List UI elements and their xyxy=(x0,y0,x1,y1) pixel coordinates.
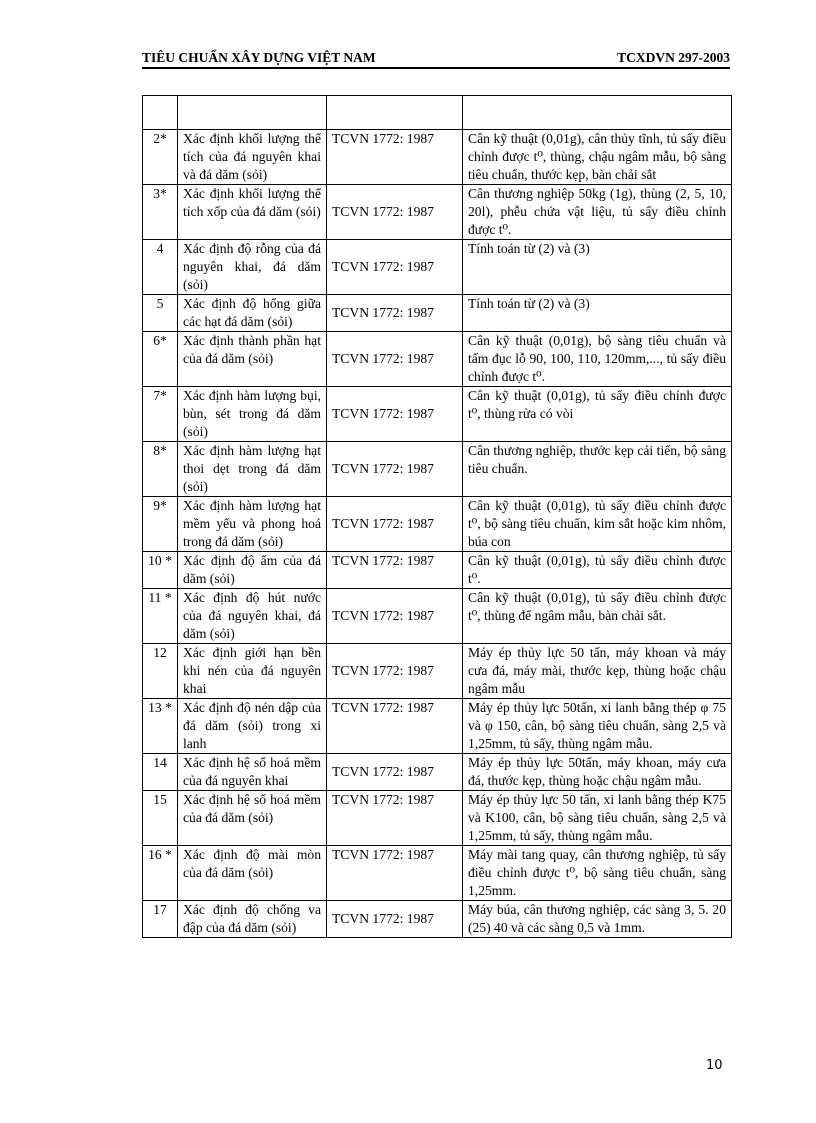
standard-reference: TCVN 1772: 1987 xyxy=(327,240,463,295)
row-number: 6* xyxy=(143,332,178,387)
test-name: Xác định độ nén dập của đá dăm (sỏi) trong xi lanh xyxy=(178,699,327,754)
test-name: Xác định hàm lượng hạt thoi dẹt trong đá dăm (sỏi) xyxy=(178,442,327,497)
test-methods-table xyxy=(142,95,732,938)
test-name: Xác định hệ số hoá mềm của đá nguyên khai xyxy=(178,754,327,791)
row-number: 15 xyxy=(143,791,178,846)
test-name: Xác định khối lượng thể tích xốp của đá dăm (sỏi) xyxy=(178,185,327,240)
equipment-list: Cân kỹ thuật (0,01g), tủ sấy điều chỉnh được t⁰, bộ sàng tiêu chuẩn, kim sắt hoặc kim nhôm, búa con xyxy=(463,497,732,552)
test-name: Xác định độ hút nước của đá nguyên khai, đá dăm (sỏi) xyxy=(178,589,327,644)
table-row xyxy=(143,130,732,185)
equipment-list: Cân kỹ thuật (0,01g), tủ sấy điều chỉnh được t⁰, thùng rửa có vòi xyxy=(463,387,732,442)
table-row xyxy=(143,387,732,442)
table-cell xyxy=(178,96,327,130)
standard-reference: TCVN 1772: 1987 xyxy=(327,497,463,552)
equipment-list: Cân thương nghiệp 50kg (1g), thùng (2, 5, 10, 20l), phễu chứa vật liệu, tủ sấy điều chỉnh được t⁰. xyxy=(463,185,732,240)
row-number: 3* xyxy=(143,185,178,240)
blank-row xyxy=(143,96,732,130)
test-name: Xác định độ rỗng của đá nguyên khai, đá dăm (sỏi) xyxy=(178,240,327,295)
standard-reference: TCVN 1772: 1987 xyxy=(327,589,463,644)
standard-reference: TCVN 1772: 1987 xyxy=(327,387,463,442)
equipment-list: Máy ép thủy lực 50 tấn, máy khoan và máy cưa đá, máy mài, thước kẹp, thùng hoặc chậu ngâm mẫu xyxy=(463,644,732,699)
row-number: 4 xyxy=(143,240,178,295)
header-rule xyxy=(142,67,730,69)
table-row xyxy=(143,552,732,589)
table-cell xyxy=(327,96,463,130)
equipment-list: Cân thương nghiệp, thước kẹp cải tiến, bộ sàng tiêu chuẩn. xyxy=(463,442,732,497)
equipment-list: Máy búa, cân thương nghiệp, các sàng 3, 5. 20 (25) 40 và các sàng 0,5 và 1mm. xyxy=(463,901,732,938)
test-name: Xác định độ hổng giữa các hạt đá dăm (sỏi) xyxy=(178,295,327,332)
equipment-list: Máy ép thủy lực 50tấn, máy khoan, máy cưa đá, thước kẹp, thùng hoặc chậu ngâm mẫu. xyxy=(463,754,732,791)
table-row xyxy=(143,442,732,497)
table-row xyxy=(143,497,732,552)
table-row xyxy=(143,240,732,295)
table-row xyxy=(143,846,732,901)
standard-reference: TCVN 1772: 1987 xyxy=(327,754,463,791)
test-name: Xác định hàm lượng hạt mềm yếu và phong hoá trong đá dăm (sỏi) xyxy=(178,497,327,552)
table-row xyxy=(143,589,732,644)
table-row xyxy=(143,791,732,846)
standard-reference: TCVN 1772: 1987 xyxy=(327,552,463,589)
equipment-list: Cân kỹ thuật (0,01g), tủ sấy điều chỉnh được t⁰. xyxy=(463,552,732,589)
table-row xyxy=(143,185,732,240)
standard-reference: TCVN 1772: 1987 xyxy=(327,332,463,387)
equipment-list: Máy ép thủy lực 50 tấn, xi lanh bằng thép K75 và K100, cân, bộ sàng tiêu chuẩn, sàng 2,5 và 1,25mm, tủ sấy, thùng ngâm mẫu. xyxy=(463,791,732,846)
header-title: TIÊU CHUẨN XÂY DỰNG VIỆT NAM xyxy=(142,50,376,65)
standard-reference: TCVN 1772: 1987 xyxy=(327,699,463,754)
row-number: 11 * xyxy=(143,589,178,644)
standard-reference: TCVN 1772: 1987 xyxy=(327,442,463,497)
test-name: Xác định độ mài mòn của đá dăm (sỏi) xyxy=(178,846,327,901)
equipment-list: Tính toán từ (2) và (3) xyxy=(463,240,732,295)
test-name: Xác định độ ẩm của đá dăm (sỏi) xyxy=(178,552,327,589)
row-number: 14 xyxy=(143,754,178,791)
row-number: 17 xyxy=(143,901,178,938)
equipment-list: Cân kỹ thuật (0,01g), bộ sàng tiêu chuẩn và tấm đục lỗ 90, 100, 110, 120mm,..., tủ sấy điều chỉnh được t⁰. xyxy=(463,332,732,387)
standard-reference: TCVN 1772: 1987 xyxy=(327,130,463,185)
standard-reference: TCVN 1772: 1987 xyxy=(327,791,463,846)
table-row xyxy=(143,754,732,791)
equipment-list: Cân kỹ thuật (0,01g), tủ sấy điều chỉnh được t⁰, thùng để ngâm mẫu, bàn chải sắt. xyxy=(463,589,732,644)
standard-reference: TCVN 1772: 1987 xyxy=(327,901,463,938)
row-number: 5 xyxy=(143,295,178,332)
standard-reference: TCVN 1772: 1987 xyxy=(327,644,463,699)
test-name: Xác định thành phần hạt của đá dăm (sỏi) xyxy=(178,332,327,387)
standard-reference: TCVN 1772: 1987 xyxy=(327,185,463,240)
test-name: Xác định hàm lượng bụi, bùn, sét trong đá dăm (sỏi) xyxy=(178,387,327,442)
page-number: 10 xyxy=(706,1058,723,1073)
row-number: 10 * xyxy=(143,552,178,589)
equipment-list: Máy mài tang quay, cân thương nghiệp, tủ sấy điều chỉnh được t⁰, bộ sàng tiêu chuẩn, sàng 1,25mm. xyxy=(463,846,732,901)
table-row xyxy=(143,644,732,699)
standard-reference: TCVN 1772: 1987 xyxy=(327,295,463,332)
table-row xyxy=(143,699,732,754)
row-number: 12 xyxy=(143,644,178,699)
row-number: 16 * xyxy=(143,846,178,901)
row-number: 7* xyxy=(143,387,178,442)
test-name: Xác định giới hạn bền khi nén của đá nguyên khai xyxy=(178,644,327,699)
row-number: 13 * xyxy=(143,699,178,754)
table-cell xyxy=(463,96,732,130)
row-number: 9* xyxy=(143,497,178,552)
equipment-list: Máy ép thủy lực 50tấn, xi lanh bằng thép φ 75 và φ 150, cân, bộ sàng tiêu chuẩn, sàng 2,5 và 1,25mm, tủ sấy, thùng ngâm mẫu. xyxy=(463,699,732,754)
header-standard-code: TCXDVN 297-2003 xyxy=(617,50,730,65)
test-name: Xác định khối lượng thể tích của đá nguyên khai và đá dăm (sỏi) xyxy=(178,130,327,185)
row-number: 2* xyxy=(143,130,178,185)
row-number: 8* xyxy=(143,442,178,497)
standard-reference: TCVN 1772: 1987 xyxy=(327,846,463,901)
table-cell xyxy=(143,96,178,130)
equipment-list: Cân kỹ thuật (0,01g), cân thủy tĩnh, tủ sấy điều chỉnh được t⁰, thùng, chậu ngâm mẫu, bộ sàng tiêu chuẩn, thước kẹp, bàn chải sắt xyxy=(463,130,732,185)
table-row xyxy=(143,295,732,332)
test-name: Xác định độ chống va đập của đá dăm (sỏi) xyxy=(178,901,327,938)
test-name: Xác định hệ số hoá mềm của đá dăm (sỏi) xyxy=(178,791,327,846)
running-header xyxy=(142,50,730,68)
table-row xyxy=(143,901,732,938)
equipment-list: Tính toán từ (2) và (3) xyxy=(463,295,732,332)
table-row xyxy=(143,332,732,387)
